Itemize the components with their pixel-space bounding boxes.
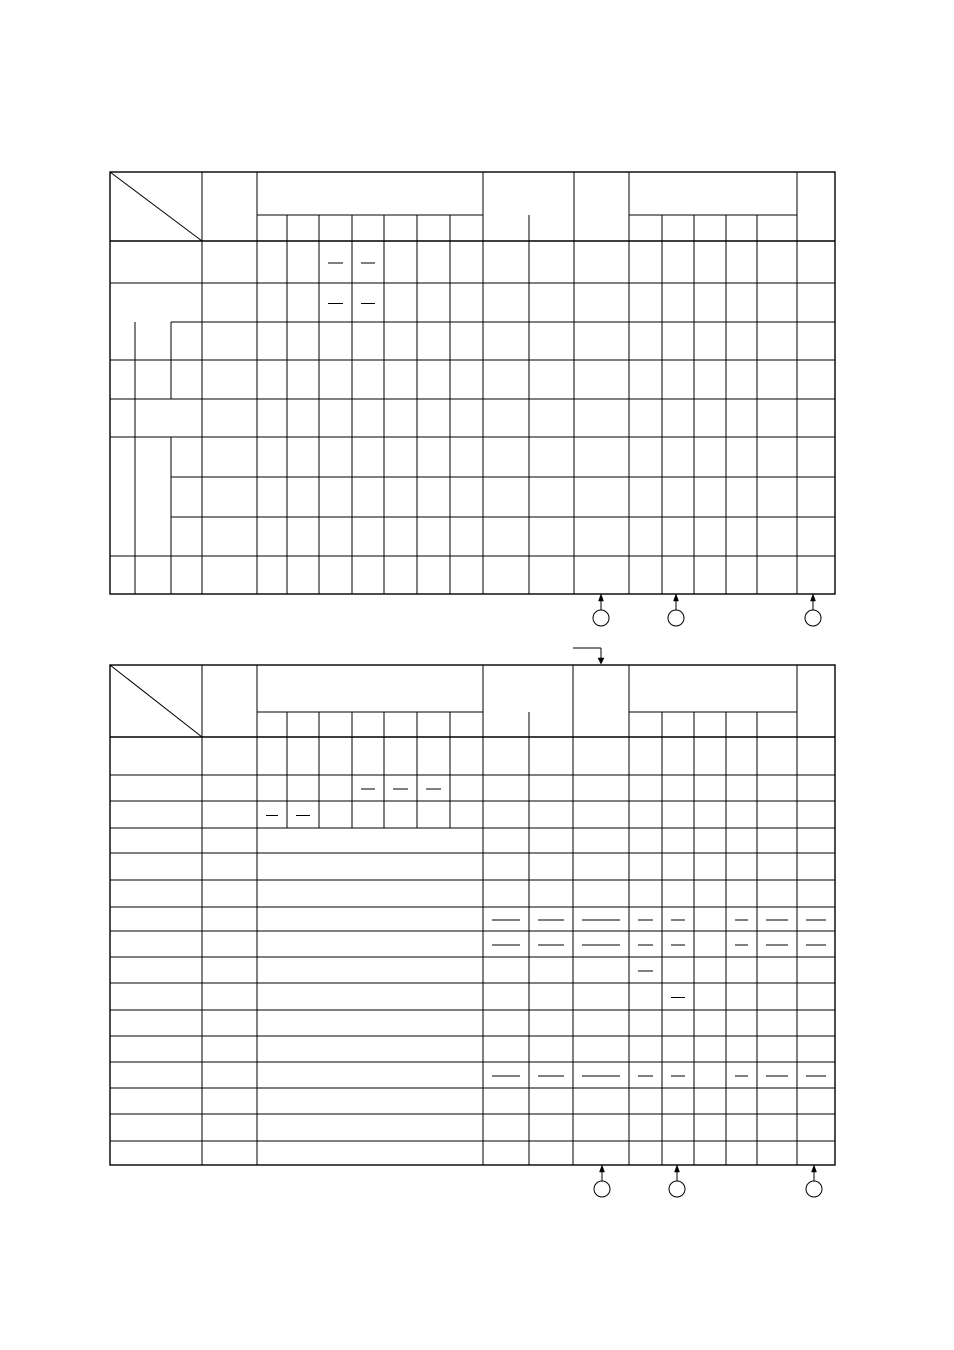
callout-2b-arrowhead bbox=[675, 1165, 680, 1172]
callout-1b-arrowhead bbox=[674, 594, 679, 601]
callout-1b-circle bbox=[668, 610, 684, 626]
callout-2c-circle bbox=[806, 1181, 822, 1197]
callout-1c-arrowhead bbox=[811, 594, 816, 601]
callouts bbox=[573, 594, 822, 1197]
callout-1a-arrowhead bbox=[599, 594, 604, 601]
table-2 bbox=[110, 665, 835, 1165]
callout-2a-arrowhead bbox=[600, 1165, 605, 1172]
callout-2a-circle bbox=[594, 1181, 610, 1197]
callout-2b-circle bbox=[669, 1181, 685, 1197]
connector-arrowhead bbox=[598, 658, 604, 664]
callout-1a-circle bbox=[593, 610, 609, 626]
table-1 bbox=[110, 172, 835, 594]
corner-diagonal bbox=[110, 665, 202, 737]
corner-diagonal bbox=[110, 172, 202, 241]
callout-1c-circle bbox=[805, 610, 821, 626]
callout-2c-arrowhead bbox=[812, 1165, 817, 1172]
